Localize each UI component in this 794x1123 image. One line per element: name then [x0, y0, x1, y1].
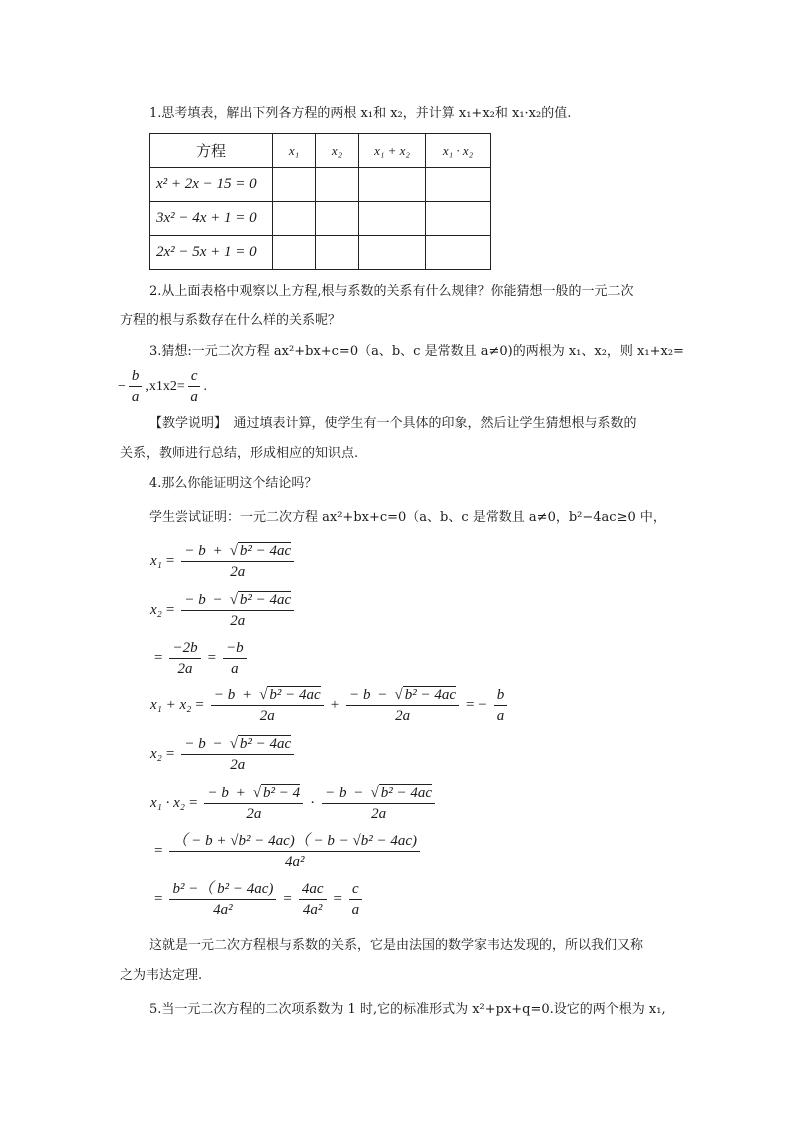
period: . — [203, 378, 207, 394]
question-1: 1.思考填表，解出下列各方程的两根 x₁和 x₂，并计算 x₁+x₂和 x₁·x₂的值. — [149, 106, 572, 121]
question-2-line-1: 2.从上面表格中观察以上方程,根与系数的关系有什么规律？你能猜想一般的一元二次 — [149, 284, 634, 299]
table-cell — [359, 236, 426, 270]
proof-x1-formula: x₁ = $\frac{\text{− b + √ b² − 4ac}}{2a}$ — [150, 542, 297, 581]
table-cell-equation: x² + 2x − 15 = 0 — [150, 168, 273, 202]
conclusion-line-2: 之为韦达定理. — [120, 968, 203, 983]
table-header-row — [150, 134, 491, 168]
question-3-line-1: 3.猜想:一元二次方程 ax²+bx+c=0（a、b、c 是常数且 a≠0)的两根为 x₁、x₂，则 x₁+x₂= — [149, 344, 684, 359]
proof-sum-line: x₁ + x₂ = $\frac{\text{− b + √ b² − 4ac}}{2a}$ + $\frac{\text{− b − √ b² − 4ac}}{2a}$ = − $\frac{b}{a}$ — [150, 686, 510, 725]
fraction-c-over-a: $\frac{c}{a}$ — [188, 367, 201, 406]
table-header: x₂ — [316, 134, 359, 168]
question-5: 5.当一元二次方程的二次项系数为 1 时,它的标准形式为 x²+px+q=0.设它的两个根为 x₁, — [149, 1002, 666, 1017]
proof-product-expanded: = $\frac{\text{（ − b + √b² − 4ac)（ − b − √b² − 4ac)}}{\text{4a²}}$ — [150, 832, 423, 871]
question-4-line-1: 4.那么你能证明这个结论吗？ — [149, 476, 318, 491]
proof-simplify-line: = $\frac{-2b}{2a}$ = $\frac{-b}{a}$ — [150, 639, 250, 678]
question-2-line-2: 方程的根与系数存在什么样的关系呢？ — [120, 313, 342, 328]
table-cell — [316, 168, 359, 202]
table-cell — [316, 202, 359, 236]
table-cell — [426, 202, 491, 236]
question-4-line-2: 学生尝试证明：一元二次方程 ax²+bx+c=0（a、b、c 是常数且 a≠0，b²−4ac≥0 中， — [149, 510, 666, 525]
table-header: 方程 — [150, 134, 273, 168]
proof-x2-formula-repeat: x₂ = $\frac{\text{− b − √ b² − 4ac}}{2a}$ — [150, 735, 297, 774]
proof-product-line: x₁ · x₂ = $\frac{\text{− b + √ b² − 4}}{2a}$ · $\frac{\text{− b − √ b² − 4ac}}{2a}$ — [150, 784, 438, 823]
table-cell — [359, 168, 426, 202]
table-cell — [316, 236, 359, 270]
fraction-b-over-a: $\frac{b}{a}$ — [129, 367, 143, 406]
table-cell-equation: 2x² − 5x + 1 = 0 — [150, 236, 273, 270]
table-cell — [273, 168, 316, 202]
teaching-note-line-2: 关系，教师进行总结，形成相应的知识点. — [120, 446, 359, 461]
table-header: x₁ — [273, 134, 316, 168]
table-header: x₁ + x₂ — [359, 134, 426, 168]
table-cell — [426, 236, 491, 270]
table-row — [150, 168, 491, 202]
table-cell-equation: 3x² − 4x + 1 = 0 — [150, 202, 273, 236]
product-label: ,x1x2= — [145, 378, 185, 394]
minus-sign: − — [118, 378, 126, 394]
proof-product-final: = $\frac{\text{b² −（ b² − 4ac)}}{\text{4a²}}$ = $\frac{4ac}{\text{4a²}}$ = $\frac{c}{a}$ — [150, 880, 365, 919]
teaching-note-line-1: 【教学说明】 通过填表计算，使学生有一个具体的印象，然后让学生猜想根与系数的 — [149, 416, 637, 431]
conclusion-line-1: 这就是一元二次方程根与系数的关系，它是由法国的数学家韦达发现的，所以我们又称 — [149, 938, 644, 953]
table-cell — [359, 202, 426, 236]
table-header: x₁ · x₂ — [426, 134, 491, 168]
roots-table — [149, 133, 491, 270]
table-row — [150, 202, 491, 236]
table-cell — [273, 236, 316, 270]
table-cell — [273, 202, 316, 236]
table-row — [150, 236, 491, 270]
question-3-line-2 — [118, 367, 207, 406]
proof-x2-formula: x₂ = $\frac{\text{− b − √ b² − 4ac}}{2a}$ — [150, 591, 297, 630]
table-cell — [426, 168, 491, 202]
